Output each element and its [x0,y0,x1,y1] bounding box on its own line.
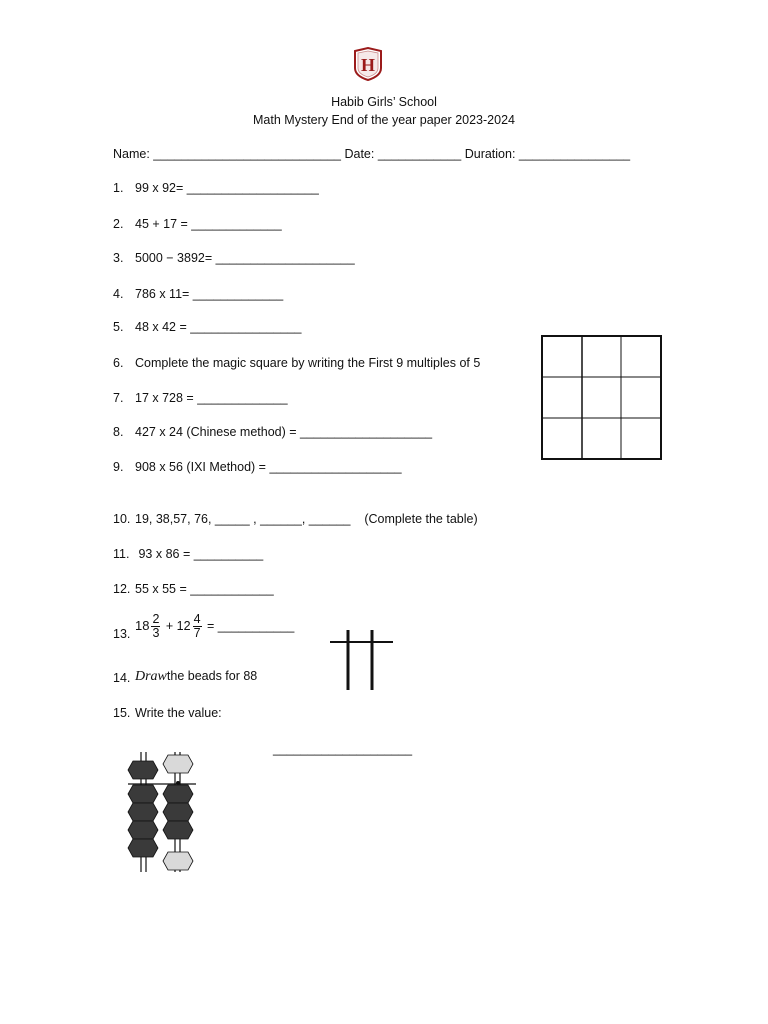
upper-bead-light [163,755,193,773]
magic-square-grid[interactable] [541,335,663,461]
question-text: 19, 38,57, 76, _____ , ______, ______ (Complete the table) [135,512,478,526]
mixed-number-expression [135,613,294,640]
lower-bead-dark [128,803,158,821]
question-number: 3. [113,251,124,265]
numerator-2: 4 [193,612,201,626]
question-text: Write the value: [135,706,222,720]
question-text-rest: the beads for 88 [166,669,258,683]
question-text: 427 x 24 (Chinese method) = ___________________ [135,425,433,439]
question-number: 7. [113,391,124,405]
denominator-1: 3 [152,626,160,640]
lower-bead-dark [163,821,193,839]
student-info-line: Name: ___________________________ Date: ____________ Duration: ________________ [113,147,631,161]
lower-bead-light [163,852,193,870]
question-number: 14. [113,671,131,685]
answer-blank: = ___________ [207,618,295,633]
whole-number-1: 18 [135,617,150,633]
fraction-2 [193,613,202,640]
question-number: 15. [113,706,131,720]
draw-word: Draw [135,669,167,684]
lower-bead-dark [128,839,158,857]
question-text: 908 x 56 (IXI Method) = ___________________ [135,460,402,474]
question-text: 48 x 42 = ________________ [135,320,302,334]
question-text: 99 x 92= ___________________ [135,181,319,195]
lower-bead-dark [128,785,158,803]
question-text: 93 x 86 = __________ [135,547,264,561]
school-crest-logo [351,47,385,81]
lower-bead-dark [128,821,158,839]
question-number: 9. [113,460,124,474]
fraction-1 [151,613,160,640]
question-number: 4. [113,287,124,301]
question-number: 2. [113,217,124,231]
school-name: Habib Girls’ School [331,95,437,109]
answer-line-15[interactable]: ____________________ [273,742,413,756]
denominator-2: 7 [193,626,201,640]
abacus-picture [124,750,200,874]
question-text: 5000 − 3892= ____________________ [135,251,355,265]
lower-bead-dark [163,785,193,803]
question-number: 1. [113,181,124,195]
logo-letter: H [360,55,376,75]
question-text: 45 + 17 = _____________ [135,217,282,231]
question-number: 10. [113,512,131,526]
paper-title: Math Mystery End of the year paper 2023-2024 [253,113,515,127]
plus-whole-2: + 12 [165,618,191,633]
question-text: Complete the magic square by writing the First 9 multiples of 5 [135,356,481,370]
question-text: 17 x 728 = _____________ [135,391,288,405]
empty-abacus-rods[interactable] [329,628,395,692]
upper-bead-dark [128,761,158,779]
question-number: 6. [113,356,124,370]
question-text: 55 x 55 = ____________ [135,582,274,596]
question-number: 8. [113,425,124,439]
numerator-1: 2 [152,612,160,626]
question-text [135,669,257,685]
question-text: 786 x 11= _____________ [135,287,284,301]
lower-bead-dark [163,803,193,821]
question-number: 12. [113,582,131,596]
question-number: 5. [113,320,124,334]
question-number: 13. [113,627,131,641]
question-number: 11. [113,547,130,561]
